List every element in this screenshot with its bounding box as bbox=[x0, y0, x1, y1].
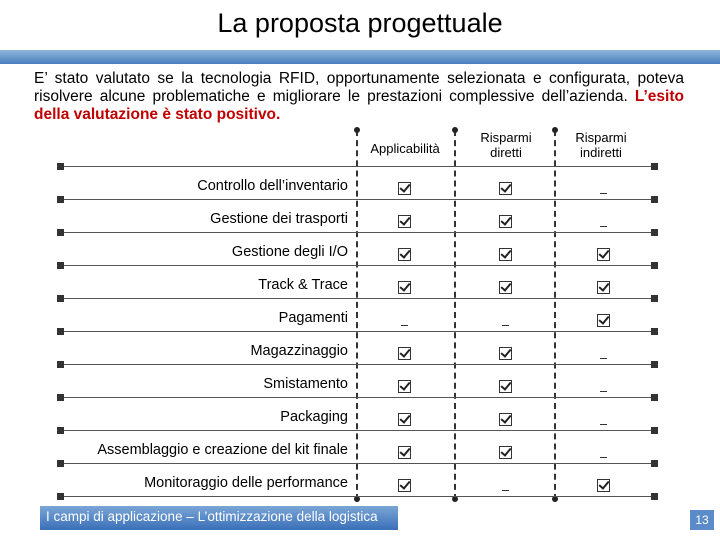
separator-dot bbox=[552, 127, 558, 133]
checkbox-checked-icon bbox=[398, 248, 411, 261]
row-end-marker bbox=[651, 328, 658, 335]
row-separator bbox=[60, 265, 654, 266]
checkbox-checked-icon bbox=[398, 347, 411, 360]
dash-icon bbox=[502, 325, 509, 326]
row-end-marker bbox=[57, 493, 64, 500]
row-separator bbox=[60, 397, 654, 398]
intro-text: E’ stato valutato se la tecnologia RFID, opportunamente selezionata e configurata, poteva risolvere alcune problematiche e migliorare le prestazioni complessive dell’azienda. bbox=[34, 70, 684, 105]
row-end-marker bbox=[57, 295, 64, 302]
table-cell bbox=[485, 410, 525, 427]
table-cell bbox=[384, 344, 424, 361]
table-cell bbox=[583, 349, 623, 366]
dash-icon bbox=[401, 325, 408, 326]
checkbox-checked-icon bbox=[398, 413, 411, 426]
row-label: Gestione dei trasporti bbox=[210, 211, 348, 227]
table-cell bbox=[384, 410, 424, 427]
table-cell bbox=[384, 212, 424, 229]
column-separator bbox=[554, 130, 556, 500]
row-label: Monitoraggio delle performance bbox=[144, 475, 348, 491]
row-end-marker bbox=[57, 229, 64, 236]
column-header-0: Applicabilità bbox=[370, 141, 440, 156]
dash-icon bbox=[502, 490, 509, 491]
column-header-1: Risparmi diretti bbox=[480, 130, 532, 160]
checkbox-checked-icon bbox=[499, 380, 512, 393]
dash-icon bbox=[600, 358, 607, 359]
footer-banner: I campi di applicazione – L’ottimizzazione della logistica bbox=[40, 506, 398, 530]
table-cell bbox=[485, 344, 525, 361]
row-separator bbox=[60, 199, 654, 200]
table-cell bbox=[384, 245, 424, 262]
row-separator bbox=[60, 232, 654, 233]
table-cell bbox=[485, 443, 525, 460]
row-separator bbox=[60, 166, 654, 167]
checkbox-checked-icon bbox=[499, 215, 512, 228]
row-label: Smistamento bbox=[263, 376, 348, 392]
checkbox-checked-icon bbox=[597, 314, 610, 327]
table-cell bbox=[583, 184, 623, 201]
checkbox-checked-icon bbox=[398, 281, 411, 294]
table-cell bbox=[485, 212, 525, 229]
table-cell bbox=[485, 245, 525, 262]
row-separator bbox=[60, 364, 654, 365]
title-underline-bar bbox=[0, 50, 720, 64]
table-cell bbox=[384, 476, 424, 493]
row-end-marker bbox=[57, 361, 64, 368]
checkbox-checked-icon bbox=[398, 215, 411, 228]
row-separator bbox=[60, 298, 654, 299]
dash-icon bbox=[600, 457, 607, 458]
checkbox-checked-icon bbox=[398, 182, 411, 195]
row-label: Pagamenti bbox=[278, 310, 348, 326]
page-title: La proposta progettuale bbox=[217, 8, 503, 38]
table-cell bbox=[583, 415, 623, 432]
row-separator bbox=[60, 331, 654, 332]
row-label: Packaging bbox=[280, 409, 348, 425]
table-cell bbox=[384, 443, 424, 460]
row-end-marker bbox=[651, 361, 658, 368]
checkbox-checked-icon bbox=[499, 347, 512, 360]
table-cell bbox=[583, 448, 623, 465]
separator-dot bbox=[354, 127, 360, 133]
table-cell bbox=[485, 179, 525, 196]
table-cell bbox=[583, 311, 623, 328]
row-end-marker bbox=[651, 427, 658, 434]
checkbox-checked-icon bbox=[398, 446, 411, 459]
row-separator bbox=[60, 430, 654, 431]
table-cell bbox=[583, 382, 623, 399]
table-cell bbox=[583, 476, 623, 493]
row-end-marker bbox=[57, 163, 64, 170]
table-cell bbox=[384, 278, 424, 295]
checkbox-checked-icon bbox=[597, 479, 610, 492]
column-header-2: Risparmi indiretti bbox=[575, 130, 627, 160]
row-end-marker bbox=[57, 427, 64, 434]
separator-dot bbox=[452, 127, 458, 133]
row-end-marker bbox=[651, 460, 658, 467]
row-separator bbox=[60, 463, 654, 464]
table-cell bbox=[485, 377, 525, 394]
checkbox-checked-icon bbox=[398, 380, 411, 393]
checkbox-checked-icon bbox=[499, 182, 512, 195]
row-end-marker bbox=[57, 328, 64, 335]
checkbox-checked-icon bbox=[398, 479, 411, 492]
row-end-marker bbox=[57, 460, 64, 467]
page-number: 13 bbox=[690, 510, 714, 530]
checkbox-checked-icon bbox=[499, 413, 512, 426]
table-cell bbox=[485, 278, 525, 295]
row-end-marker bbox=[651, 229, 658, 236]
row-end-marker bbox=[651, 295, 658, 302]
table-cell bbox=[583, 245, 623, 262]
row-end-marker bbox=[57, 394, 64, 401]
table-cell bbox=[384, 179, 424, 196]
table-cell bbox=[384, 316, 424, 333]
checkbox-checked-icon bbox=[499, 446, 512, 459]
dash-icon bbox=[600, 391, 607, 392]
row-label: Controllo dell’inventario bbox=[197, 178, 348, 194]
column-separator bbox=[454, 130, 456, 500]
row-label: Gestione degli I/O bbox=[231, 244, 348, 260]
row-end-marker bbox=[651, 196, 658, 203]
row-end-marker bbox=[651, 394, 658, 401]
row-label: Track & Trace bbox=[258, 277, 348, 293]
row-separator bbox=[60, 496, 654, 497]
table-cell bbox=[485, 316, 525, 333]
row-label: Assemblaggio e creazione del kit finale bbox=[97, 442, 348, 458]
table-cell bbox=[583, 217, 623, 234]
column-separator bbox=[356, 130, 358, 500]
dash-icon bbox=[600, 226, 607, 227]
row-end-marker bbox=[57, 196, 64, 203]
row-label: Magazzinaggio bbox=[250, 343, 348, 359]
row-end-marker bbox=[651, 163, 658, 170]
checkbox-checked-icon bbox=[499, 248, 512, 261]
table-cell bbox=[583, 278, 623, 295]
dash-icon bbox=[600, 424, 607, 425]
dash-icon bbox=[600, 193, 607, 194]
row-end-marker bbox=[651, 262, 658, 269]
table-cell bbox=[485, 481, 525, 498]
checkbox-checked-icon bbox=[597, 281, 610, 294]
table-cell bbox=[384, 377, 424, 394]
intro-paragraph bbox=[34, 70, 684, 124]
intro-highlight: L’esito della valutazione è stato positivo. bbox=[34, 88, 684, 123]
row-end-marker bbox=[651, 493, 658, 500]
row-end-marker bbox=[57, 262, 64, 269]
checkbox-checked-icon bbox=[597, 248, 610, 261]
checkbox-checked-icon bbox=[499, 281, 512, 294]
